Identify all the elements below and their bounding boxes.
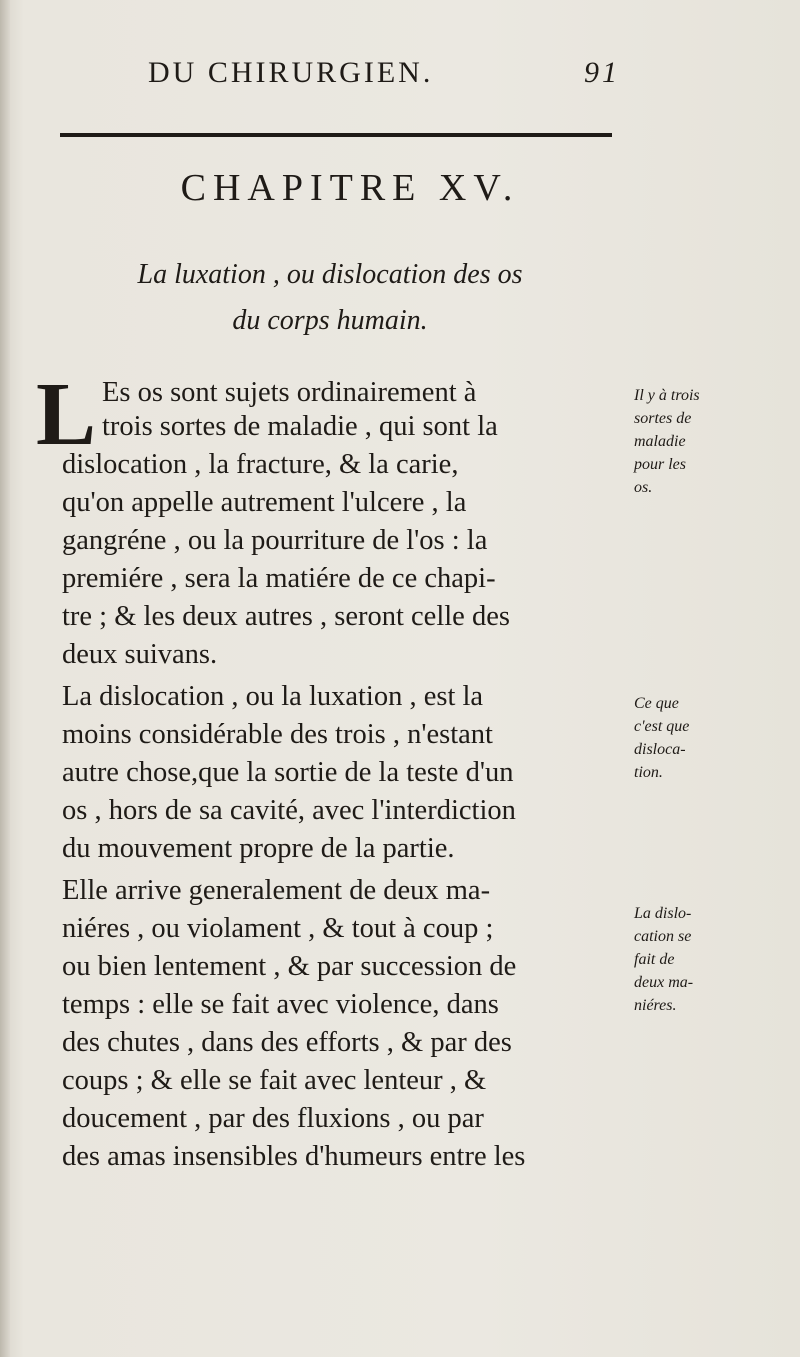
text-line: qu'on appelle autrement l'ulcere , la <box>62 487 467 518</box>
margin-note-line: Il y à trois <box>634 387 700 404</box>
text-line: La dislocation , ou la luxation , est la <box>62 681 484 712</box>
text-line: premiére , sera la matiére de ce chapi- <box>62 563 496 594</box>
text-line: moins considérable des trois , n'estant <box>62 719 493 750</box>
margin-note-line: fait de <box>634 951 675 968</box>
text-line: ou bien lentement , & par succession de <box>62 951 517 982</box>
text-line: niéres , ou violament , & tout à coup ; <box>62 913 494 944</box>
text-line: coups ; & elle se fait avec lenteur , & <box>62 1065 487 1096</box>
chapter-subtitle <box>0 252 660 344</box>
text-line: doucement , par des fluxions , ou par <box>62 1103 484 1134</box>
text-line: du mouvement propre de la partie. <box>62 833 455 864</box>
header-rule <box>60 133 612 137</box>
text-line: gangréne , ou la pourriture de l'os : la <box>62 525 488 556</box>
text-line: dislocation , la fracture, & la carie, <box>62 449 459 480</box>
margin-note-line: tion. <box>634 764 663 781</box>
margin-note-line: disloca- <box>634 741 686 758</box>
margin-note-line: os. <box>634 479 653 496</box>
subtitle-line: La luxation , ou dislocation des os <box>137 259 523 290</box>
text-line: tre ; & les deux autres , seront celle des <box>62 601 510 632</box>
text-line: Es os sont sujets ordinairement à <box>102 377 477 408</box>
drop-cap: L <box>36 365 97 464</box>
margin-note <box>634 692 794 784</box>
margin-note-line: maladie <box>634 433 686 450</box>
margin-note-line: sortes de <box>634 410 692 427</box>
chapter-title: CHAPITRE XV. <box>180 167 520 209</box>
page-number: 91 <box>584 56 620 89</box>
margin-note-line: deux ma- <box>634 974 694 991</box>
margin-note-line: Ce que <box>634 695 679 712</box>
running-title: DU CHIRURGIEN. <box>148 56 434 89</box>
margin-note-line: cation se <box>634 928 692 945</box>
text-line: autre chose,que la sortie de la teste d'un <box>62 757 514 788</box>
margin-note-line: c'est que <box>634 718 690 735</box>
subtitle-line: du corps humain. <box>232 305 428 336</box>
text-line: os , hors de sa cavité, avec l'interdiction <box>62 795 516 826</box>
text-line: des amas insensibles d'humeurs entre les <box>62 1141 526 1172</box>
margin-note-line: niéres. <box>634 997 677 1014</box>
margin-note <box>634 902 794 1017</box>
text-line: trois sortes de maladie , qui sont la <box>102 411 498 442</box>
text-line: deux suivans. <box>62 639 218 670</box>
text-line: temps : elle se fait avec violence, dans <box>62 989 499 1020</box>
running-head <box>140 56 620 96</box>
text-line: des chutes , dans des efforts , & par des <box>62 1027 512 1058</box>
text-line: Elle arrive generalement de deux ma- <box>62 875 491 906</box>
margin-note-line: pour les <box>634 456 686 473</box>
margin-note <box>634 384 794 499</box>
margin-note-line: La dislo- <box>634 905 692 922</box>
